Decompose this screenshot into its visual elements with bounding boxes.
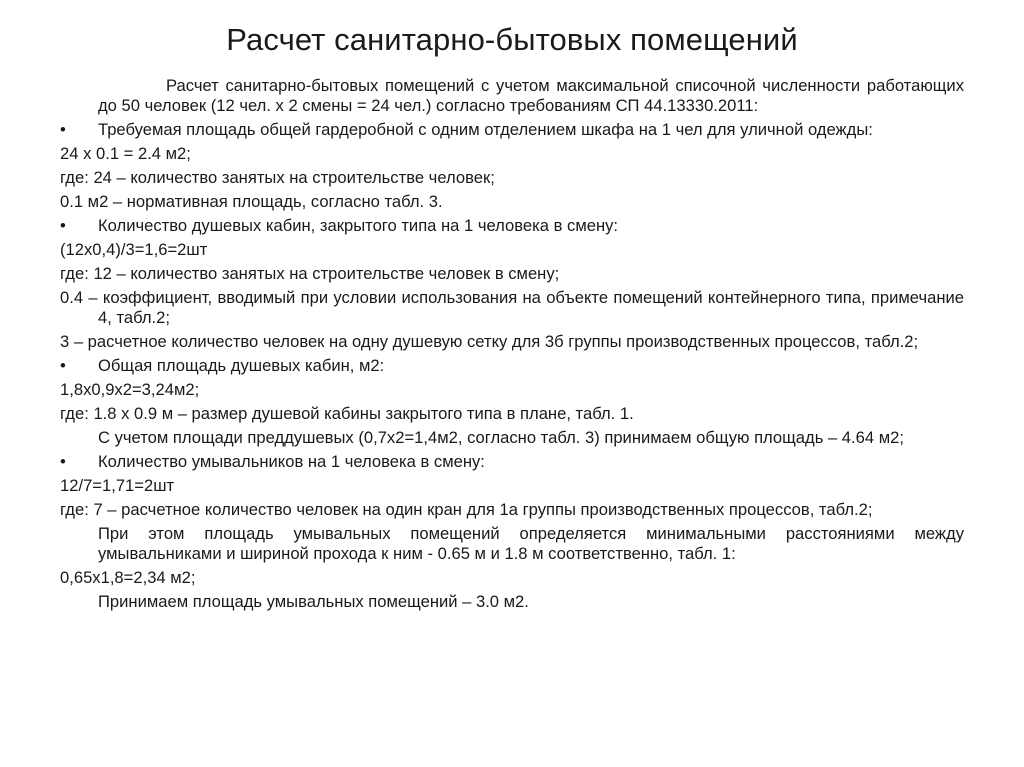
paragraph xyxy=(60,288,964,328)
paragraph-text: Количество умывальников на 1 человека в смену: xyxy=(98,452,485,471)
paragraph xyxy=(60,332,964,352)
paragraph-text: 0,65х1,8=2,34 м2; xyxy=(60,568,196,587)
paragraph-text: 24 х 0.1 = 2.4 м2; xyxy=(60,144,191,163)
paragraph xyxy=(60,568,964,588)
paragraph-text: Количество душевых кабин, закрытого типа на 1 человека в смену: xyxy=(98,216,619,235)
paragraph-text: С учетом площади преддушевых (0,7х2=1,4м2, согласно табл. 3) принимаем общую площадь – 4.64 м2; xyxy=(98,428,904,447)
bullet-item xyxy=(60,120,964,140)
paragraph xyxy=(60,428,964,448)
body-text xyxy=(60,76,964,616)
bullet-icon: • xyxy=(60,120,66,139)
paragraph xyxy=(60,404,964,424)
paragraph-text: Общая площадь душевых кабин, м2: xyxy=(98,356,385,375)
paragraph-text: 1,8х0,9х2=3,24м2; xyxy=(60,380,200,399)
paragraph-text: где: 12 – количество занятых на строительстве человек в смену; xyxy=(60,264,560,283)
bullet-icon: • xyxy=(60,356,66,375)
paragraph-text: 0.1 м2 – нормативная площадь, согласно табл. 3. xyxy=(60,192,443,211)
paragraph-text: 0.4 – коэффициент, вводимый при условии использования на объекте помещений контейнерного типа, примечание 4, табл.2; xyxy=(60,288,964,327)
paragraph xyxy=(60,264,964,284)
paragraph xyxy=(60,380,964,400)
paragraph xyxy=(60,500,964,520)
paragraph-text: Принимаем площадь умывальных помещений – 3.0 м2. xyxy=(98,592,529,611)
paragraph-text: где: 1.8 х 0.9 м – размер душевой кабины закрытого типа в плане, табл. 1. xyxy=(60,404,634,423)
paragraph-intro xyxy=(60,76,964,116)
paragraph-text: Требуемая площадь общей гардеробной с одним отделением шкафа на 1 чел для уличной одежды: xyxy=(98,120,873,139)
paragraph-text: где: 24 – количество занятых на строительстве человек; xyxy=(60,168,495,187)
paragraph-text: При этом площадь умывальных помещений определяется минимальными расстояниями между умывальниками и шириной прохода к ним - 0.65 м и 1.8 м соответственно, табл. 1: xyxy=(98,524,964,563)
paragraph xyxy=(60,192,964,212)
paragraph xyxy=(60,592,964,612)
bullet-icon: • xyxy=(60,452,66,471)
paragraph-text: где: 7 – расчетное количество человек на один кран для 1а группы производственных процессов, табл.2; xyxy=(60,500,873,519)
paragraph xyxy=(60,476,964,496)
paragraph-text: 3 – расчетное количество человек на одну душевую сетку для 3б группы производственных процессов, табл.2; xyxy=(60,332,919,351)
paragraph xyxy=(60,524,964,564)
bullet-item xyxy=(60,216,964,236)
paragraph-text: 12/7=1,71=2шт xyxy=(60,476,175,495)
paragraph xyxy=(60,168,964,188)
bullet-icon: • xyxy=(60,216,66,235)
paragraph xyxy=(60,144,964,164)
bullet-item xyxy=(60,452,964,472)
paragraph-text: (12х0,4)/3=1,6=2шт xyxy=(60,240,208,259)
paragraph xyxy=(60,240,964,260)
page-title: Расчет санитарно-бытовых помещений xyxy=(226,22,798,57)
paragraph-text: Расчет санитарно-бытовых помещений с учетом максимальной списочной численности работающих до 50 человек (12 чел. х 2 смены = 24 чел.) согласно требованиям СП 44.13330.2011: xyxy=(98,76,964,115)
bullet-item xyxy=(60,356,964,376)
